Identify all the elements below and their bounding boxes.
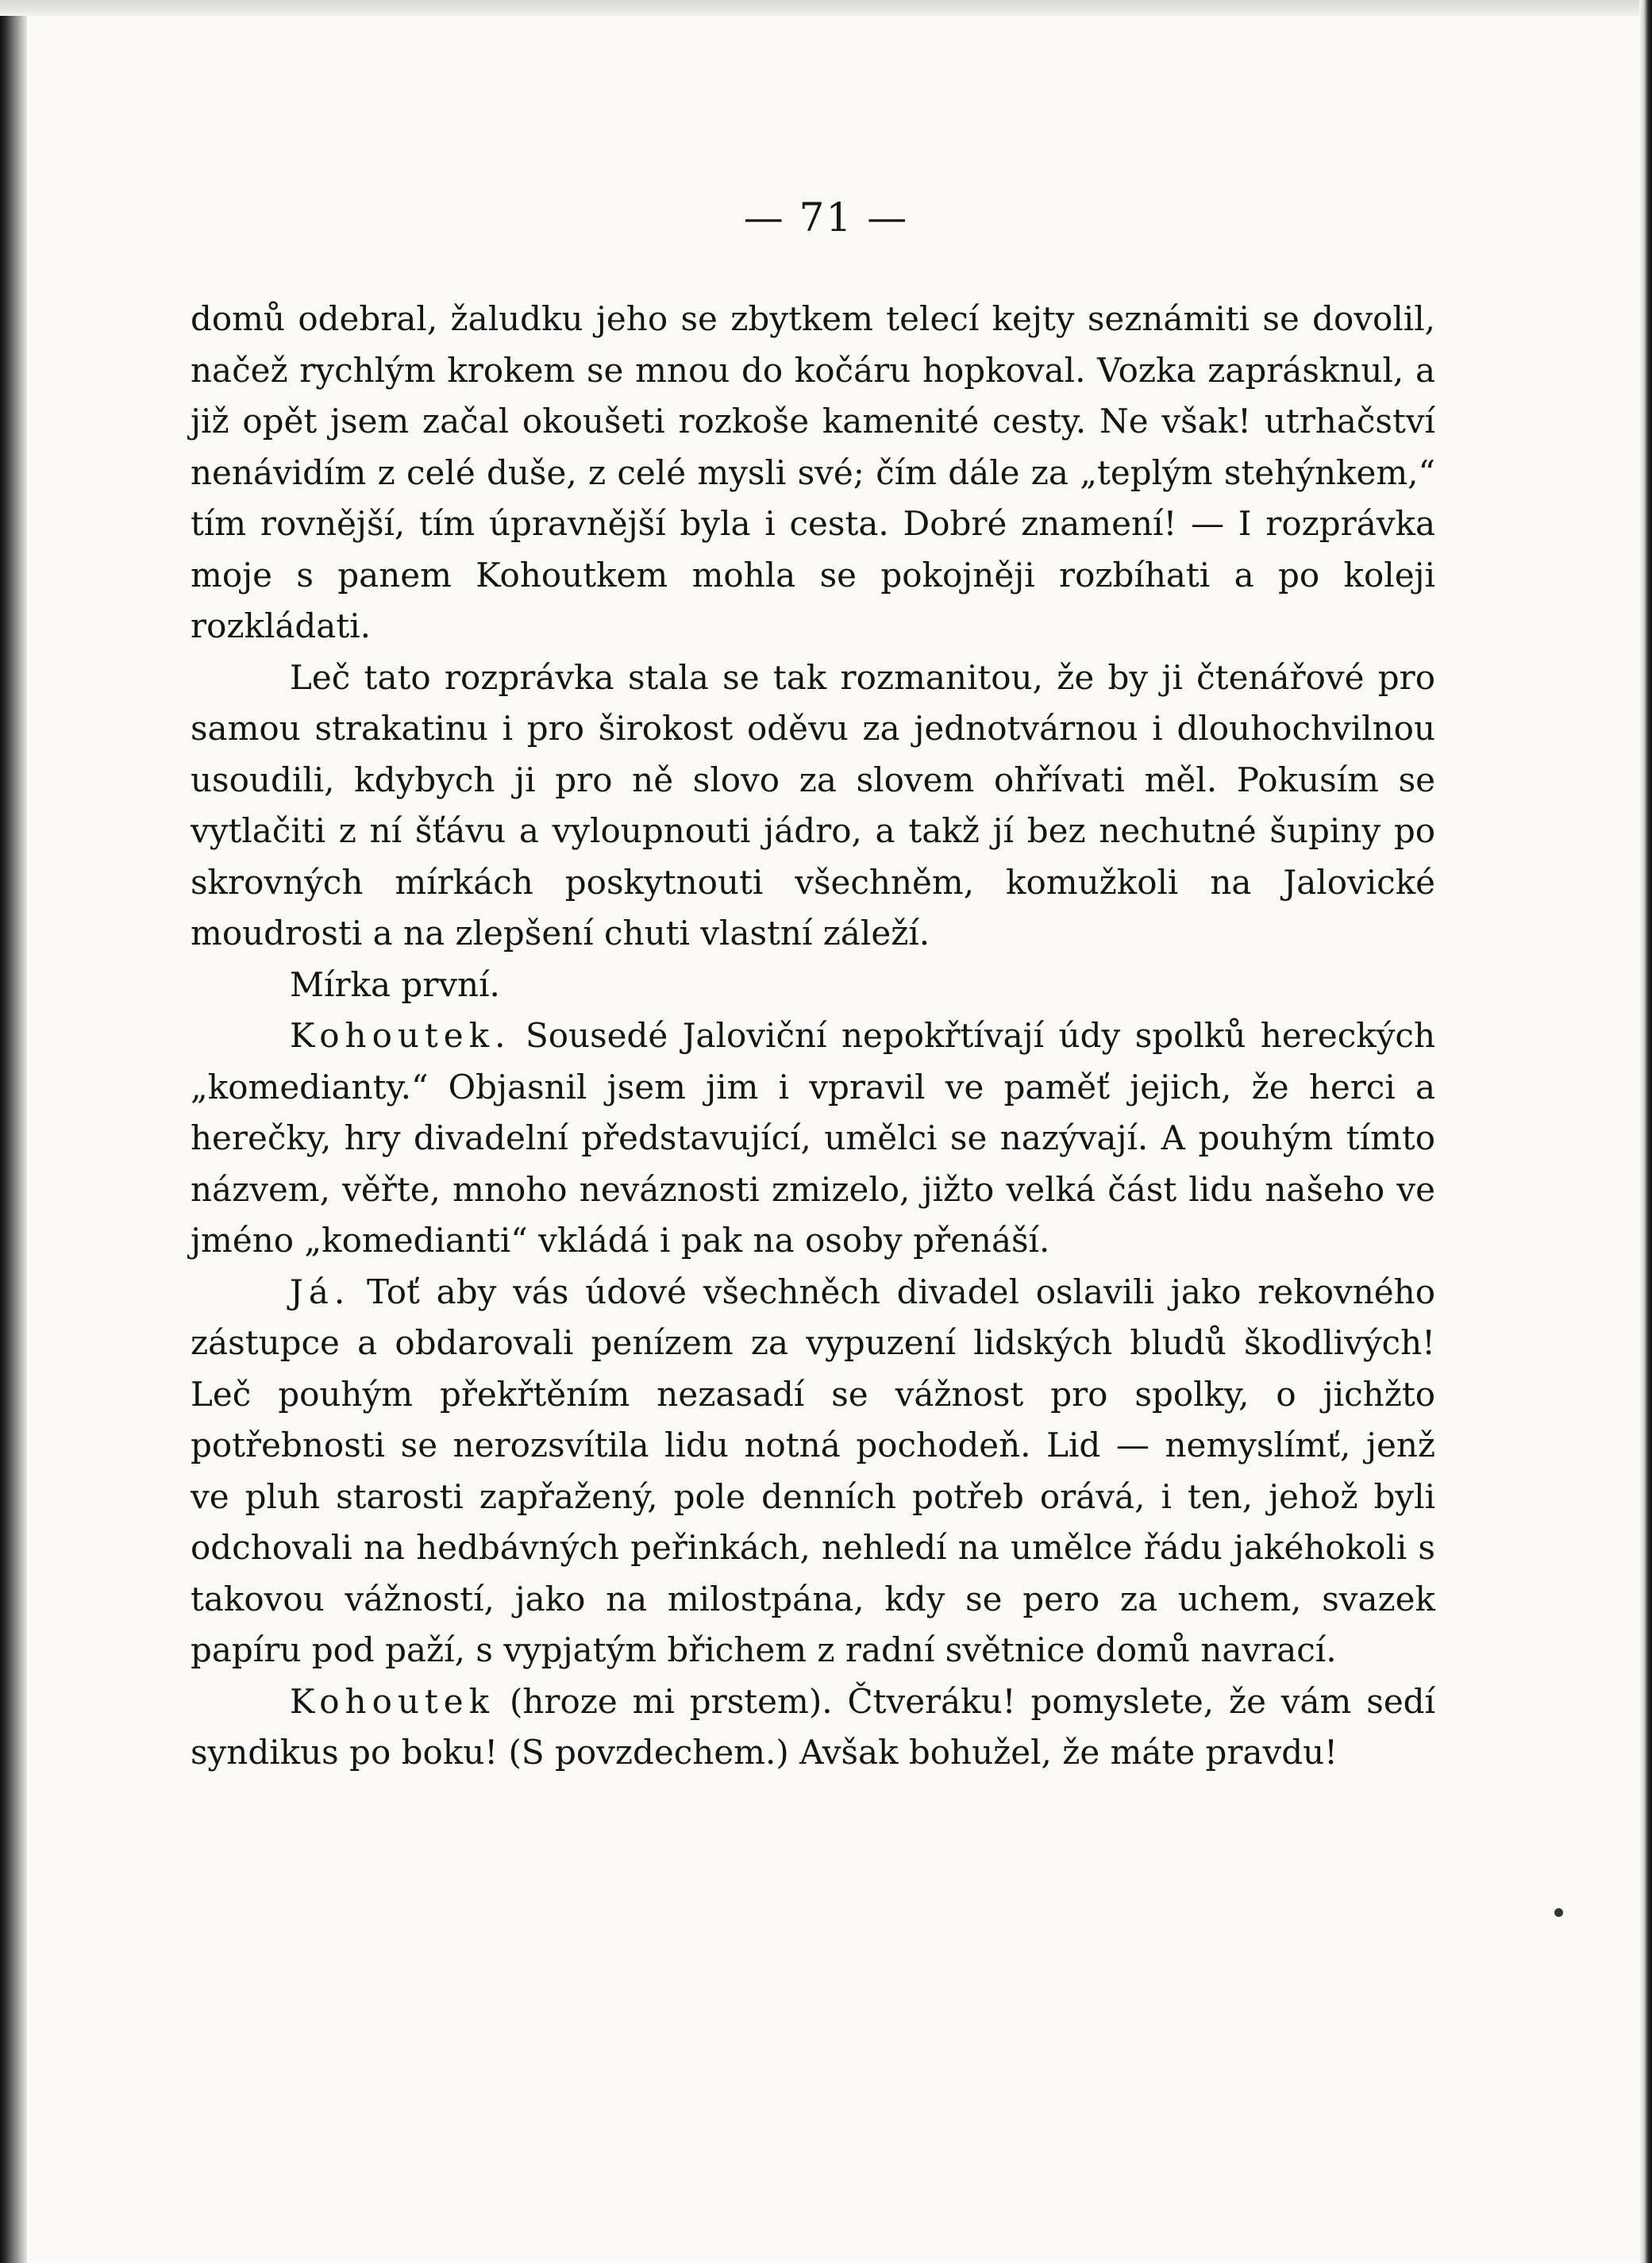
dialogue-text: (hroze mi prstem). Čtveráku! pomyslete, že vám sedí syndikus po boku! (S povzdechem.) Avšak bohužel, že máte pravdu! <box>191 1681 1435 1772</box>
dialogue-text: Sousedé Jaloviční nepokřtívají údy spolků hereckých „komedianty.“ Objasnil jsem jim i vpravil ve paměť jejich, že herci a herečky, hry divadelní představující, umělci se nazývají. A pouhým tímto názvem, věřte, mnoho neváznosti zmizelo, jižto velká část lidu našeho ve jméno „komedianti“ vkládá i pak na osoby přenáší. <box>191 1016 1435 1260</box>
right-page-edge <box>1639 0 1652 2263</box>
binding-shadow <box>0 0 27 2263</box>
page-number: — 71 — <box>743 194 909 241</box>
dialogue-paragraph <box>191 1010 1435 1267</box>
speaker-name: Kohoutek. <box>290 1016 511 1055</box>
section-heading: Mírka první. <box>290 964 500 1004</box>
speaker-name: Já. <box>290 1272 351 1311</box>
dialogue-paragraph <box>191 1267 1435 1676</box>
body-text <box>191 294 1435 1779</box>
speaker-name: Kohoutek <box>290 1681 495 1721</box>
ink-dot <box>1554 1908 1563 1917</box>
paragraph: domů odebral, žaludku jeho se zbytkem telecí kejty seznámiti se dovolil, načež rychlým krokem se mnou do kočáru hopkoval. Vozka zaprásknul, a již opět jsem začal okoušeti rozkoše kamenité cesty. Ne však! utrhačství nenávidím z celé duše, z celé mysli své; čím dále za „teplým stehýnkem,“ tím rovnější, tím úpravnější byla i cesta. Dobré znamení! — I rozprávka moje s panem Kohoutkem mohla se pokojněji rozbíhati a po koleji rozkládati. <box>191 299 1435 645</box>
top-edge <box>0 0 1652 16</box>
dialogue-text: Toť aby vás údové všechněch divadel oslavili jako rekovného zástupce a obdarovali penízem za vypuzení lidských bludů škodlivých! Leč pouhým překřtěním nezasadí se vážnost pro spolky, o jichžto potřebnosti se nerozsvítila lidu notná pochodeň. Lid — nemyslímť, jenž ve pluh starosti zapřažený, pole denních potřeb orává, i ten, jehož byli odchovali na hedbávných peřinkách, nehledí na umělce řádu jakéhokoli s takovou vážností, jako na milostpána, kdy se pero za uchem, svazek papíru pod paží, s vypjatým břichem z radní světnice domů navrací. <box>191 1272 1435 1669</box>
paragraph: Leč tato rozprávka stala se tak rozmanitou, že by ji čtenářové pro samou strakatinu i pro širokost oděvu za jednotvárnou i dlouhochvilnou usoudili, kdybych ji pro ně slovo za slovem ohřívati měl. Pokusím se vytlačiti z ní šťávu a vyloupnouti jádro, a takž jí bez nechutné šupiny po skrovných mírkách poskytnouti všechněm, komužkoli na Jalovické moudrosti a na zlepšení chuti vlastní záleží. <box>191 657 1435 953</box>
dialogue-paragraph <box>191 1676 1435 1779</box>
